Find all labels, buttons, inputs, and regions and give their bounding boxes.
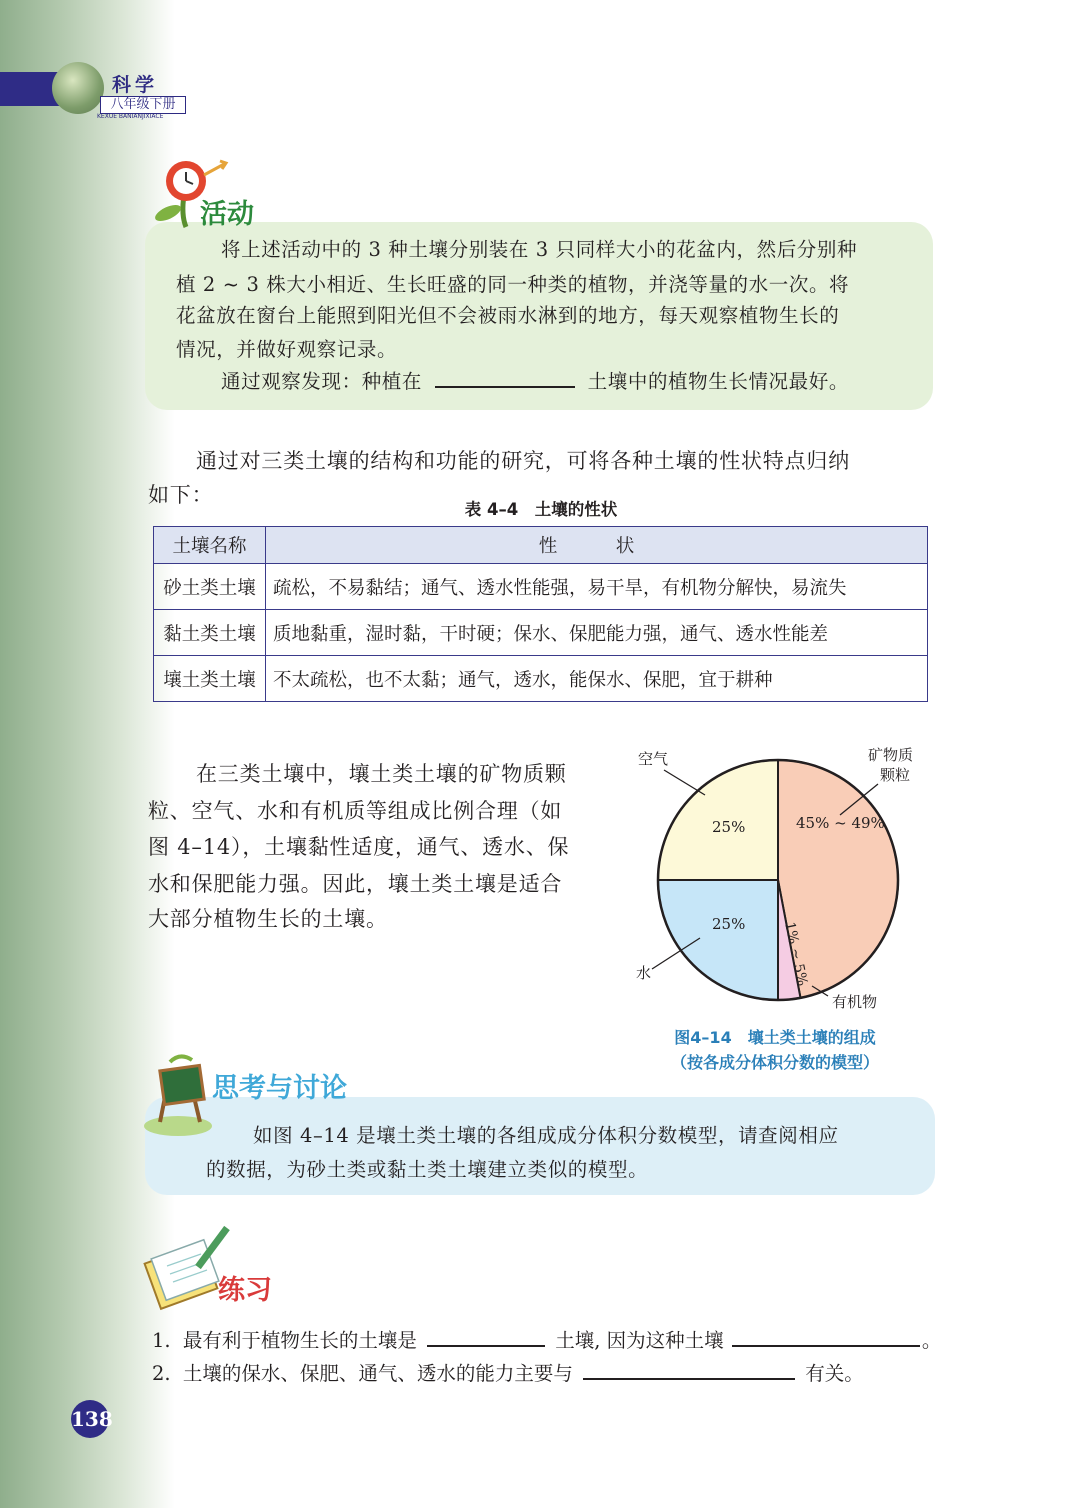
table-header-props: 性 状 (266, 527, 928, 564)
activity-line-3: 花盆放在窗台上能照到阳光但不会被雨水淋到的地方，每天观察植物生长的 (176, 304, 840, 327)
pie-slice-2 (658, 880, 778, 1000)
q2-text-b: 有关。 (805, 1362, 864, 1385)
q1-text-a: 最有利于植物生长的土壤是 (182, 1329, 417, 1352)
pie-leader-air (664, 770, 705, 795)
table-header-name: 土壤名称 (154, 527, 266, 564)
soil-composition-pie-chart (630, 740, 930, 1020)
q2-blank[interactable] (583, 1358, 795, 1380)
q1-text-b: 土壤, 因为这种土壤 (555, 1329, 724, 1352)
page-number: 138 (71, 1400, 109, 1438)
body-line-4: 水和保肥能力强。因此，壤土类土壤是适合 (148, 872, 563, 896)
table-cell-desc: 不太疏松，也不太黏；通气，透水，能保水、保肥，宜于耕种 (266, 656, 928, 702)
globe-logo-icon (52, 62, 104, 114)
table-caption: 表 4–4 土壤的性状 (464, 500, 618, 519)
discussion-line-2: 的数据，为砂土类或黏土类土壤建立类似的模型。 (206, 1158, 649, 1181)
finding-suffix: 土壤中的植物生长情况最好。 (587, 370, 849, 393)
table-cell-name: 砂土类土壤 (154, 564, 266, 610)
q2-number: 2. (152, 1362, 171, 1385)
activity-line-4: 情况，并做好观察记录。 (176, 338, 398, 361)
exercise-question-1 (152, 1325, 941, 1356)
table-header-row (154, 527, 928, 564)
pie-label-mineral-2: 颗粒 (880, 766, 911, 784)
body-line-5: 大部分植物生长的土壤。 (148, 907, 388, 931)
pie-label-air: 空气 (638, 750, 669, 768)
table-cell-name: 壤土类土壤 (154, 656, 266, 702)
q1-end: 。 (921, 1329, 942, 1352)
activity-line-2: 植 2 ~ 3 株大小相近、生长旺盛的同一种类的植物，并浇等量的水一次。将 (176, 273, 850, 296)
table-row (154, 564, 928, 610)
discussion-line-1: 如图 4–14 是壤土类土壤的各组成成分体积分数模型，请查阅相应 (253, 1124, 839, 1147)
exercise-heading: 练习 (218, 1275, 272, 1306)
activity-heading: 活动 (200, 199, 254, 230)
pie-value-mineral: 45% ~ 49% (796, 814, 885, 832)
pie-value-organic: 1% ~ 5% (781, 920, 811, 988)
pie-label-organic: 有机物 (832, 993, 878, 1011)
intro-line-1: 通过对三类土壤的结构和功能的研究，可将各种土壤的性状特点归纳 (196, 449, 850, 473)
activity-finding (221, 364, 849, 399)
body-line-1: 在三类土壤中，壤土类土壤的矿物质颗 (196, 762, 567, 786)
q1-blank-2[interactable] (732, 1325, 920, 1347)
intro-line-2: 如下： (148, 483, 214, 507)
pie-label-water: 水 (636, 964, 652, 982)
pie-value-air: 25% (712, 818, 746, 836)
body-line-2: 粒、空气、水和有机质等组成比例合理（如 (148, 799, 563, 823)
pie-label-mineral-1: 矿物质 (868, 746, 914, 764)
q1-blank-1[interactable] (427, 1325, 545, 1347)
figure-subtitle: （按各成分体积分数的模型） (670, 1053, 879, 1072)
table-row (154, 656, 928, 702)
pie-value-water: 25% (712, 915, 746, 933)
finding-prefix: 通过观察发现：种植在 (221, 370, 423, 393)
exercise-question-2 (152, 1358, 864, 1389)
table-row (154, 610, 928, 656)
q2-text-a: 土壤的保水、保肥、通气、透水的能力主要与 (182, 1362, 573, 1385)
book-grade: 八年级下册 (100, 96, 186, 114)
figure-title: 图4–14 壤土类土壤的组成 (674, 1028, 876, 1047)
finding-blank[interactable] (435, 366, 575, 388)
table-cell-name: 黏土类土壤 (154, 610, 266, 656)
chalkboard-icon (140, 1052, 220, 1137)
q1-number: 1. (152, 1329, 171, 1352)
body-line-3: 图 4–14），土壤黏性适度，通气、透水、保 (148, 835, 570, 859)
book-pinyin: KEXUE BANIANJIXIACE (97, 113, 164, 120)
table-cell-desc: 疏松，不易黏结；通气、透水性能强，易干旱，有机物分解快，易流失 (266, 564, 928, 610)
discussion-heading: 思考与讨论 (212, 1073, 347, 1104)
book-title: 科学 (112, 74, 159, 96)
table-cell-desc: 质地黏重，湿时黏，干时硬；保水、保肥能力强，通气、透水性能差 (266, 610, 928, 656)
activity-line-1: 将上述活动中的 3 种土壤分别装在 3 只同样大小的花盆内，然后分别种 (221, 238, 858, 261)
soil-properties-table (153, 526, 928, 702)
